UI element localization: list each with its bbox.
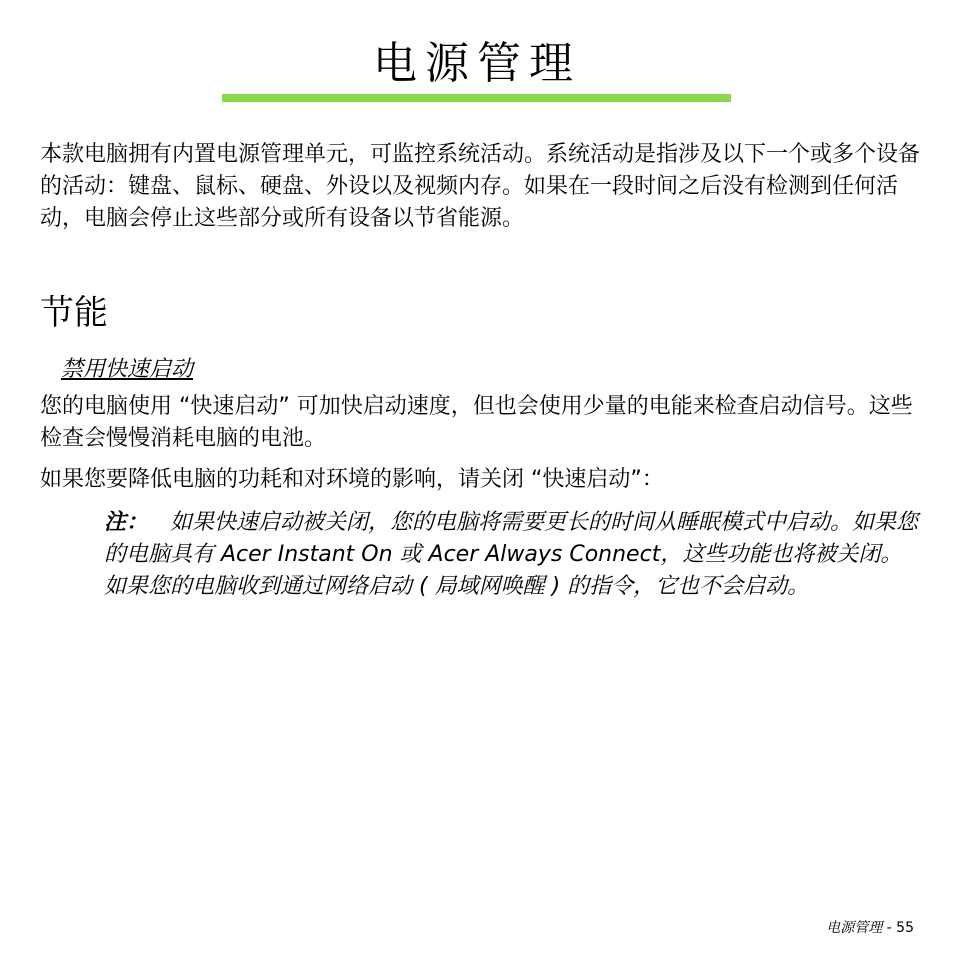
note-line-2: 如果您的电脑收到通过网络启动 ( 局域网唤醒 ) 的指令，它也不会启动。 [104,574,810,599]
note-text-1: 如果快速启动被关闭，您的电脑将需要更长的时间从睡眠模式中启动。如果您的电脑具有 Acer Instant On 或 Acer Always Connect，这些功能也将被关闭。 [104,510,919,567]
note-label: 注： [104,510,149,535]
page-number: 55 [896,920,914,936]
disable-instruction-paragraph: 如果您要降低电脑的功耗和对环境的影响，请关闭 “快速启动”： [40,467,664,492]
page-footer [826,918,914,938]
page-title: 电源管理 [373,38,581,89]
note-block [104,507,924,603]
section-heading: 节能 [40,293,108,333]
footer-section-name: 电源管理 - [826,920,897,936]
note-line-1 [104,507,924,571]
subheading: 禁用快速启动 [61,357,194,382]
title-underline [222,94,731,102]
intro-paragraph: 本款电脑拥有内置电源管理单元，可监控系统活动。系统活动是指涉及以下一个或多个设备的活动：键盘、鼠标、硬盘、外设以及视频内存。如果在一段时间之后没有检测到任何活动，电脑会停止这些部分或所有设备以节省能源。 [40,142,921,231]
fast-startup-paragraph: 您的电脑使用 “快速启动” 可加快启动速度，但也会使用少量的电能来检查启动信号。这些检查会慢慢消耗电脑的电池。 [40,394,913,451]
